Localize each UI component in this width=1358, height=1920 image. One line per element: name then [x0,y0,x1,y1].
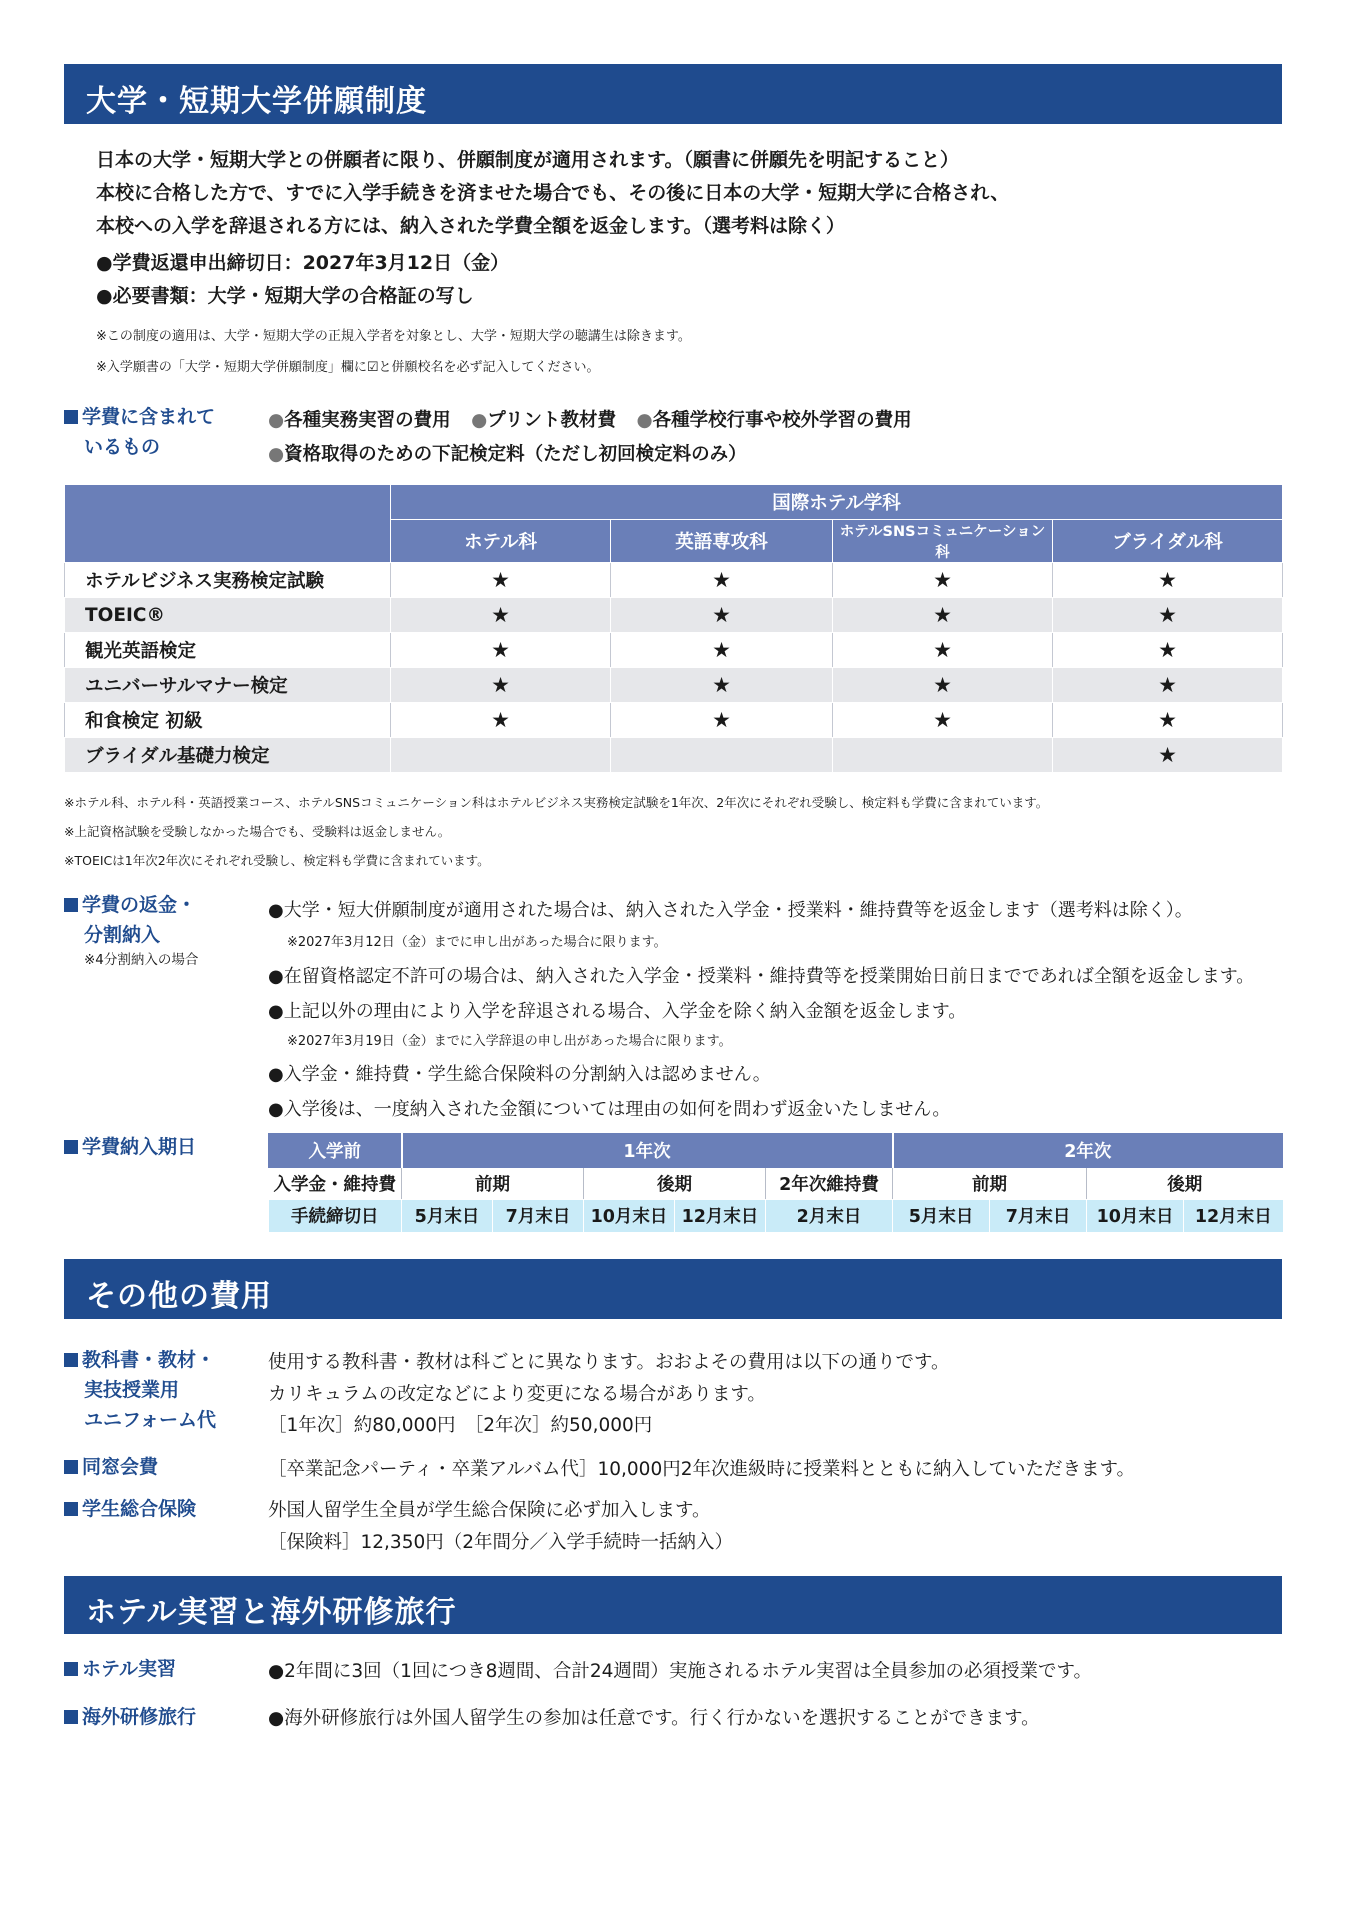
pre-entry-header: 入学前 [269,1134,402,1168]
col-header: 英語専攻科 [611,520,833,563]
refund-line-2: ●在留資格認定不許可の場合は、納入された入学金・授業料・維持費等を授業開始日前日までであれば全額を返金します。 [268,966,1255,987]
included-items-line-2: ●資格取得のための下記検定料（ただし初回検定料のみ） [268,444,747,465]
term-label: 前期 [893,1168,1087,1200]
payment-schedule-table [268,1133,1283,1232]
col-header: ホテル科 [391,520,611,563]
star-icon: ★ [833,668,1053,703]
star-icon: ★ [391,703,611,738]
star-icon: ★ [833,633,1053,668]
bullet-icon: ● [636,410,653,431]
star-icon: ★ [833,563,1053,598]
section-title: 大学・短期大学併願制度 [86,84,427,119]
section-header-training [64,1576,1282,1634]
star-icon [611,738,833,773]
heigan-deadline: ●学費返還申出締切日：2027年3月12日（金） [96,252,510,274]
schedule-label: 学費納入期日 [64,1132,196,1162]
heigan-line-2: 本校に合格した方で、すでに入学手続きを済ませた場合でも、その後に日本の大学・短期大学に合格され、 [96,182,1010,204]
deadline-date: 5月末日 [402,1200,493,1232]
cert-name: ホテルビジネス実務検定試験 [65,563,391,598]
cert-note-3: ※TOEICは1年次2年次にそれぞれ受験し、検定料も学費に含まれています。 [64,853,490,868]
deadline-date: 12月末日 [675,1200,766,1232]
table-row [65,633,1283,668]
section-header-other-costs [64,1259,1282,1319]
star-icon: ★ [611,598,833,633]
star-icon: ★ [1053,633,1283,668]
dept-header: 国際ホテル学科 [391,485,1283,520]
refund-line-4: ●入学金・維持費・学生総合保険料の分割納入は認めません。 [268,1064,771,1085]
bullet-icon: ● [268,410,285,431]
deadline-date: 7月末日 [493,1200,584,1232]
refund-label: 学費の返金・ 分割納入 ※4分割納入の場合 [64,890,198,970]
refund-note-1: ※2027年3月12日（金）までに申し出があった場合に限ります。 [287,935,667,950]
cert-note-1: ※ホテル科、ホテル科・英語授業コース、ホテルSNSコミュニケーション科はホテルビジネス実務検定試験を1年次、2年次にそれぞれ受験し、検定料も学費に含まれています。 [64,795,1049,810]
star-icon: ★ [1053,703,1283,738]
certification-table [64,484,1283,773]
hotel-training-text: ●2年間に3回（1回につき8週間、合計24週間）実施されるホテル実習は全員参加の必須授業です。 [268,1661,1092,1682]
insurance-line-2: ［保険料］12,350円（2年間分／入学手続時一括納入） [268,1532,734,1553]
square-bullet-icon [64,1140,78,1154]
textbook-line-3: ［1年次］約80,000円 ［2年次］約50,000円 [268,1415,653,1436]
refund-line-5: ●入学後は、一度納入された金額については理由の如何を問わず返金いたしません。 [268,1099,951,1120]
textbook-label: 教科書・教材・ 実技授業用 ユニフォーム代 [64,1345,216,1435]
table-row [65,563,1283,598]
cert-name: 観光英語検定 [65,633,391,668]
abroad-trip-label: 海外研修旅行 [64,1702,196,1732]
insurance-line-1: 外国人留学生全員が学生総合保険に必ず加入します。 [268,1500,711,1521]
square-bullet-icon [64,1710,78,1724]
section-title: ホテル実習と海外研修旅行 [86,1595,457,1630]
cert-note-2: ※上記資格試験を受験しなかった場合でも、受験料は返金しません。 [64,824,451,839]
term-label: 後期 [584,1168,766,1200]
star-icon: ★ [1053,598,1283,633]
refund-line-1: ●大学・短大併願制度が適用された場合は、納入された入学金・授業料・維持費等を返金します（選考料は除く）。 [268,900,1193,921]
heigan-line-1: 日本の大学・短期大学との併願者に限り、併願制度が適用されます。（願書に併願先を明記すること） [96,149,959,171]
star-icon: ★ [391,563,611,598]
col-header: ホテルSNSコミュニケーション科 [833,520,1053,563]
star-icon: ★ [1053,668,1283,703]
section-header-heigan [64,64,1282,124]
term-label: 後期 [1087,1168,1283,1200]
included-label: 学費に含まれて いるもの [64,402,215,462]
insurance-label: 学生総合保険 [64,1494,196,1524]
textbook-line-1: 使用する教科書・教材は科ごとに異なります。おおよその費用は以下の通りです。 [268,1352,950,1373]
refund-note-2: ※2027年3月19日（金）までに入学辞退の申し出があった場合に限ります。 [287,1034,732,1049]
star-icon [391,738,611,773]
heigan-note-1: ※この制度の適用は、大学・短期大学の正規入学者を対象とし、大学・短期大学の聴講生は除きます。 [96,329,691,344]
square-bullet-icon [64,1662,78,1676]
textbook-line-2: カリキュラムの改定などにより変更になる場合があります。 [268,1384,766,1405]
table-row [65,738,1283,773]
bullet-icon: ● [268,444,285,465]
deadline-date: 5月末日 [893,1200,990,1232]
cert-name: ブライダル基礎力検定 [65,738,391,773]
heigan-line-3: 本校への入学を辞退される方には、納入された学費全額を返金します。（選考料は除く） [96,215,845,237]
deadline-date: 12月末日 [1184,1200,1283,1232]
deadline-date: 7月末日 [990,1200,1087,1232]
star-icon: ★ [391,598,611,633]
deadline-label: 手続締切日 [269,1200,402,1232]
fee-type: 2年次維持費 [766,1168,893,1200]
table-corner [65,485,391,563]
section-title: その他の費用 [86,1279,272,1314]
square-bullet-icon [64,898,78,912]
star-icon: ★ [611,633,833,668]
heigan-documents: ●必要書類：大学・短期大学の合格証の写し [96,285,474,307]
bullet-icon: ● [471,410,488,431]
cert-name: 和食検定 初級 [65,703,391,738]
refund-line-3: ●上記以外の理由により入学を辞退される場合、入学金を除く納入金額を返金します。 [268,1001,967,1022]
included-items-line-1: ●各種実務実習の費用 ●プリント教材費 ●各種学校行事や校外学習の費用 [268,410,912,431]
cert-name: ユニバーサルマナー検定 [65,668,391,703]
star-icon: ★ [833,598,1053,633]
alumni-label: 同窓会費 [64,1452,158,1482]
star-icon: ★ [611,668,833,703]
star-icon: ★ [391,668,611,703]
deadline-date: 2月末日 [766,1200,893,1232]
cert-name: TOEIC® [65,598,391,633]
star-icon: ★ [1053,563,1283,598]
abroad-trip-text: ●海外研修旅行は外国人留学生の参加は任意です。行く行かないを選択することができます。 [268,1708,1040,1729]
square-bullet-icon [64,1502,78,1516]
star-icon [833,738,1053,773]
square-bullet-icon [64,410,78,424]
alumni-text: ［卒業記念パーティ・卒業アルバム代］10,000円2年次進級時に授業料とともに納入していただきます。 [268,1459,1136,1480]
fee-type: 入学金・維持費 [269,1168,402,1200]
year1-header: 1年次 [402,1134,893,1168]
table-row [65,598,1283,633]
year2-header: 2年次 [893,1134,1283,1168]
star-icon: ★ [391,633,611,668]
star-icon: ★ [1053,738,1283,773]
term-label: 前期 [402,1168,584,1200]
hotel-training-label: ホテル実習 [64,1654,176,1684]
star-icon: ★ [611,703,833,738]
table-row [65,668,1283,703]
heigan-note-2: ※入学願書の「大学・短期大学併願制度」欄に☑と併願校名を必ず記入してください。 [96,360,600,375]
square-bullet-icon [64,1353,78,1367]
deadline-date: 10月末日 [1087,1200,1184,1232]
star-icon: ★ [611,563,833,598]
deadline-date: 10月末日 [584,1200,675,1232]
star-icon: ★ [833,703,1053,738]
table-row [65,703,1283,738]
square-bullet-icon [64,1460,78,1474]
col-header: ブライダル科 [1053,520,1283,563]
